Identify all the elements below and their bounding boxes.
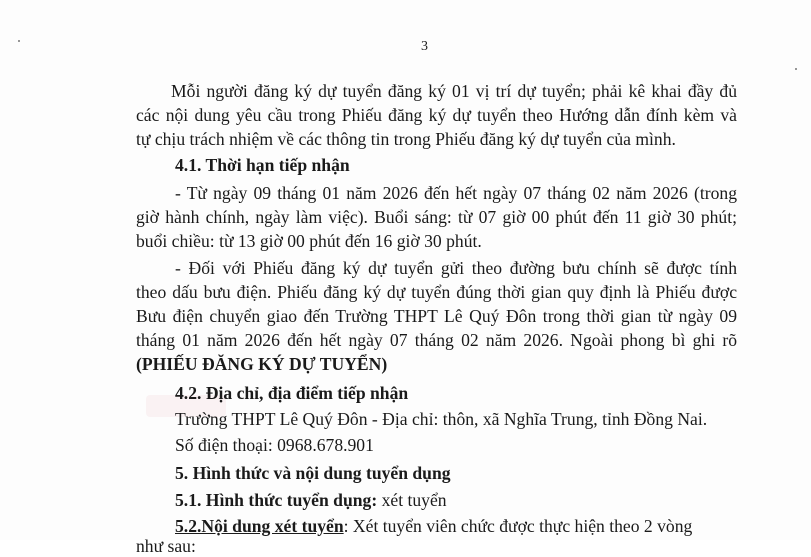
para2-line1: - Từ ngày 09 tháng 01 năm 2026 đến hết ngày 07 tháng 02 năm 2026 (trong	[175, 183, 737, 203]
heading-5-1	[175, 489, 447, 511]
para2-line2: giờ hành chính, ngày làm việc). Buổi sáng: từ 07 giờ 00 phút đến 11 giờ 30 phút;	[136, 207, 737, 227]
para1-line3: tự chịu trách nhiệm về các thông tin trong Phiếu đăng ký dự tuyển của mình.	[136, 129, 676, 149]
para1-line2: các nội dung yêu cầu trong Phiếu đăng ký dự tuyển theo Hướng dẫn đính kèm và	[136, 105, 737, 125]
scan-speck	[18, 40, 20, 42]
para3-line1: - Đối với Phiếu đăng ký dự tuyển gửi theo đường bưu chính sẽ được tính	[175, 258, 737, 278]
para3-line4: tháng 01 năm 2026 đến hết ngày 07 tháng 02 năm 2026. Ngoài phong bì ghi rõ	[136, 330, 737, 350]
heading-5-2-text: : Xét tuyển viên chức được thực hiện theo 2 vòng	[343, 516, 693, 536]
heading-5-2	[175, 515, 737, 537]
scan-speck	[795, 68, 797, 70]
para3-line3: Bưu điện chuyển giao đến Trường THPT Lê Quý Đôn trong thời gian từ ngày 09	[136, 306, 737, 326]
heading-5-1-label: 5.1. Hình thức tuyển dụng:	[175, 490, 378, 510]
para3-line5: (PHIẾU ĐĂNG KÝ DỰ TUYỂN)	[136, 354, 388, 374]
heading-5-2-line2: như sau:	[136, 536, 196, 556]
address-line: Trường THPT Lê Quý Đôn - Địa chỉ: thôn, xã Nghĩa Trung, tỉnh Đồng Nai.	[175, 409, 708, 429]
para2-line3: buổi chiều: từ 13 giờ 00 phút đến 16 giờ 30 phút.	[136, 231, 482, 251]
heading-5-2-label: 5.2.Nội dung xét tuyển	[175, 516, 344, 536]
heading-4-1: 4.1. Thời hạn tiếp nhận	[175, 155, 350, 175]
phone-line: Số điện thoại: 0968.678.901	[175, 435, 374, 455]
heading-5: 5. Hình thức và nội dung tuyển dụng	[175, 463, 451, 483]
page-number: 3	[421, 39, 428, 54]
para3-line2: theo dấu bưu điện. Phiếu đăng ký dự tuyển đúng thời gian quy định là Phiếu được	[136, 282, 737, 302]
heading-4-2: 4.2. Địa chỉ, địa điểm tiếp nhận	[175, 383, 409, 403]
heading-5-1-value: xét tuyển	[377, 490, 447, 510]
para1-line1: Mỗi người đăng ký dự tuyển đăng ký 01 vị trí dự tuyển; phải kê khai đầy đủ	[171, 81, 737, 101]
